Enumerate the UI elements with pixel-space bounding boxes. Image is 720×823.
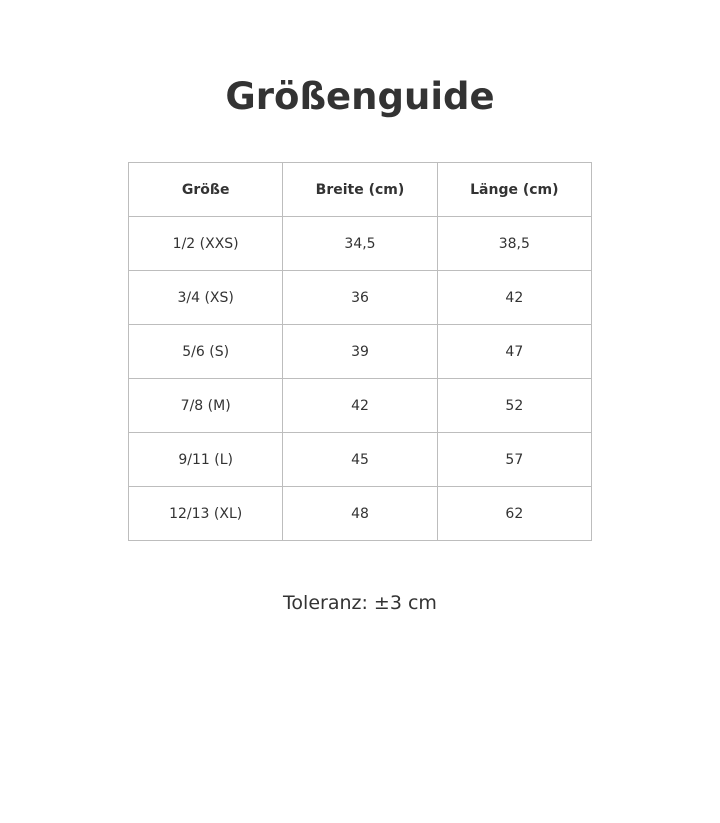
cell-length: 42	[437, 271, 591, 325]
cell-size: 1/2 (XXS)	[129, 217, 283, 271]
column-header-length: Länge (cm)	[437, 163, 591, 217]
cell-length: 52	[437, 379, 591, 433]
cell-size: 9/11 (L)	[129, 433, 283, 487]
cell-width: 36	[283, 271, 437, 325]
cell-width: 42	[283, 379, 437, 433]
cell-width: 45	[283, 433, 437, 487]
cell-size: 7/8 (M)	[129, 379, 283, 433]
cell-length: 57	[437, 433, 591, 487]
cell-size: 5/6 (S)	[129, 325, 283, 379]
table-row	[129, 487, 592, 541]
table-row	[129, 433, 592, 487]
cell-width: 39	[283, 325, 437, 379]
cell-width: 34,5	[283, 217, 437, 271]
cell-size: 3/4 (XS)	[129, 271, 283, 325]
cell-width: 48	[283, 487, 437, 541]
column-header-size: Größe	[129, 163, 283, 217]
table-header-row	[129, 163, 592, 217]
page-title: Größenguide	[225, 75, 495, 118]
table-row	[129, 271, 592, 325]
cell-length: 47	[437, 325, 591, 379]
cell-length: 62	[437, 487, 591, 541]
tolerance-note: Toleranz: ±3 cm	[283, 592, 437, 614]
table-row	[129, 325, 592, 379]
cell-size: 12/13 (XL)	[129, 487, 283, 541]
cell-length: 38,5	[437, 217, 591, 271]
table-row	[129, 217, 592, 271]
size-table	[128, 162, 592, 541]
column-header-width: Breite (cm)	[283, 163, 437, 217]
table-row	[129, 379, 592, 433]
